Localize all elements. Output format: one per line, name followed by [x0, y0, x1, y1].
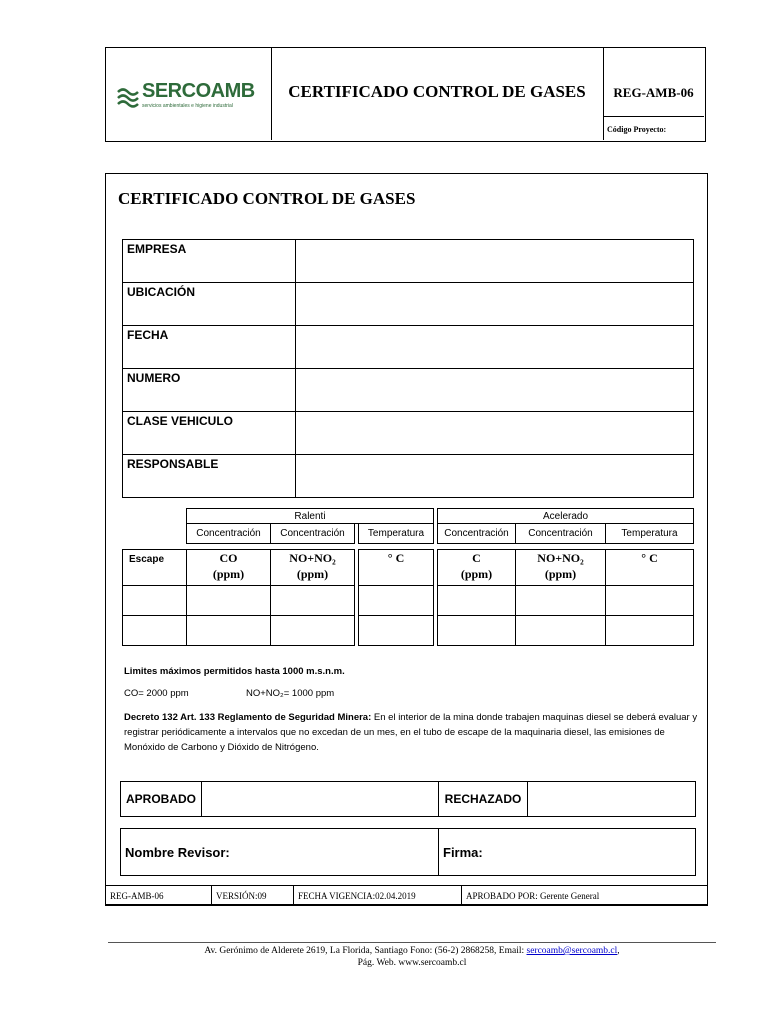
table-row: [106, 886, 708, 906]
table-row: [123, 240, 694, 283]
website: Pág. Web. www.sercoamb.cl: [357, 958, 467, 968]
approval-table: [120, 781, 696, 817]
rejected-field[interactable]: [528, 782, 696, 817]
email-link[interactable]: sercoamb@sercoamb.cl: [526, 946, 618, 956]
header-code-cell: [603, 48, 704, 140]
reviewer-table: [120, 828, 696, 876]
table-row: [121, 782, 696, 817]
cell-temp-ralenti: ° C: [359, 550, 434, 586]
field-label-empresa: EMPRESA: [123, 240, 296, 283]
company-address: Av. Gerónimo de Alderete 2619, La Florida, Santiago Fono: (56-2) 2868258, Email: sercoamb@sercoamb.cl, Pág. Web. www.sercoamb.cl: [204, 946, 620, 968]
field-value-clase-vehiculo[interactable]: [296, 412, 694, 455]
table-row: [123, 550, 694, 586]
rejected-label: RECHAZADO: [439, 782, 528, 817]
col-header: Concentración: [516, 524, 606, 544]
logo-subtitle: servicios ambientales e higiene industrial: [142, 103, 233, 109]
table-row: [123, 326, 694, 369]
approved-field[interactable]: [202, 782, 439, 817]
divider: [603, 116, 704, 117]
row-label-escape: Escape: [123, 550, 187, 586]
info-table: [122, 239, 694, 498]
field-label-responsable: RESPONSABLE: [123, 455, 296, 498]
col-header: Concentración: [438, 524, 516, 544]
document-header: [105, 47, 706, 142]
col-header: Temperatura: [606, 524, 694, 544]
col-header: Concentración: [187, 524, 271, 544]
field-value-fecha[interactable]: [296, 326, 694, 369]
decree-reference: Decreto 132 Art. 133 Reglamento de Seguridad Minera:: [124, 712, 372, 723]
field-label-fecha: FECHA: [123, 326, 296, 369]
table-row: [123, 524, 694, 544]
group-ralenti: Ralenti: [187, 509, 434, 524]
col-header: Temperatura: [359, 524, 434, 544]
field-value-empresa[interactable]: [296, 240, 694, 283]
footer-code: REG-AMB-06: [106, 886, 212, 906]
approved-label: APROBADO: [121, 782, 202, 817]
table-row: [123, 616, 694, 646]
footer-approved-by: APROBADO POR: Gerente General: [462, 886, 708, 906]
decree-paragraph: [124, 710, 706, 755]
footer-validity: FECHA VIGENCIA:02.04.2019: [294, 886, 462, 906]
table-row: [123, 586, 694, 616]
certificate-form: [105, 173, 708, 905]
table-row: [121, 829, 696, 876]
group-acelerado: Acelerado: [438, 509, 694, 524]
field-label-clase-vehiculo: CLASE VEHICULO: [123, 412, 296, 455]
logo-cell: [106, 48, 272, 140]
table-row: [123, 455, 694, 498]
footer-rule: [108, 942, 716, 943]
cell-co-acelerado: C (ppm): [438, 550, 516, 586]
field-label-ubicacion: UBICACIÓN: [123, 283, 296, 326]
gas-measurement-table: [122, 508, 694, 646]
field-value-ubicacion[interactable]: [296, 283, 694, 326]
cell-co-ralenti: CO (ppm): [187, 550, 271, 586]
decree-text: En el interior de la mina donde trabajen maquinas diesel se deberá evaluar y registrar periódicamente a intervalos que no excedan de un mes, en el tubo de escape de la maquinaria diesel, las emisiones de Monóxido de Carbono y Dióxido de Nitrógeno.: [124, 712, 698, 753]
col-header: Concentración: [271, 524, 355, 544]
field-value-responsable[interactable]: [296, 455, 694, 498]
table-row: [123, 509, 694, 524]
header-title: CERTIFICADO CONTROL DE GASES: [288, 82, 586, 101]
header-title-cell: [271, 48, 604, 140]
field-value-numero[interactable]: [296, 369, 694, 412]
co-limit: CO= 2000 ppm: [124, 688, 189, 699]
form-title: CERTIFICADO CONTROL DE GASES: [118, 189, 416, 208]
limits-heading: Limites máximos permitidos hasta 1000 m.s.n.m.: [124, 666, 345, 677]
nox-limit: NO+NO₂= 1000 ppm: [246, 688, 335, 699]
project-code-label: Código Proyecto:: [607, 125, 667, 134]
company-logo: [116, 80, 255, 113]
table-row: [123, 369, 694, 412]
document-control-bar: [105, 885, 708, 906]
cell-nox-acelerado: NO+NO₂ (ppm): [516, 550, 606, 586]
footer-version: VERSIÓN:09: [212, 886, 294, 906]
cell-nox-ralenti: NO+NO₂ (ppm): [271, 550, 355, 586]
wave-logo-icon: [116, 86, 142, 108]
document-code: REG-AMB-06: [613, 85, 694, 100]
signature-field[interactable]: Firma:: [439, 829, 696, 876]
cell-temp-acelerado: ° C: [606, 550, 694, 586]
logo-text: SERCOAMB: [142, 80, 255, 102]
field-label-numero: NUMERO: [123, 369, 296, 412]
reviewer-name-field[interactable]: Nombre Revisor:: [121, 829, 439, 876]
table-row: [123, 283, 694, 326]
table-row: [123, 412, 694, 455]
